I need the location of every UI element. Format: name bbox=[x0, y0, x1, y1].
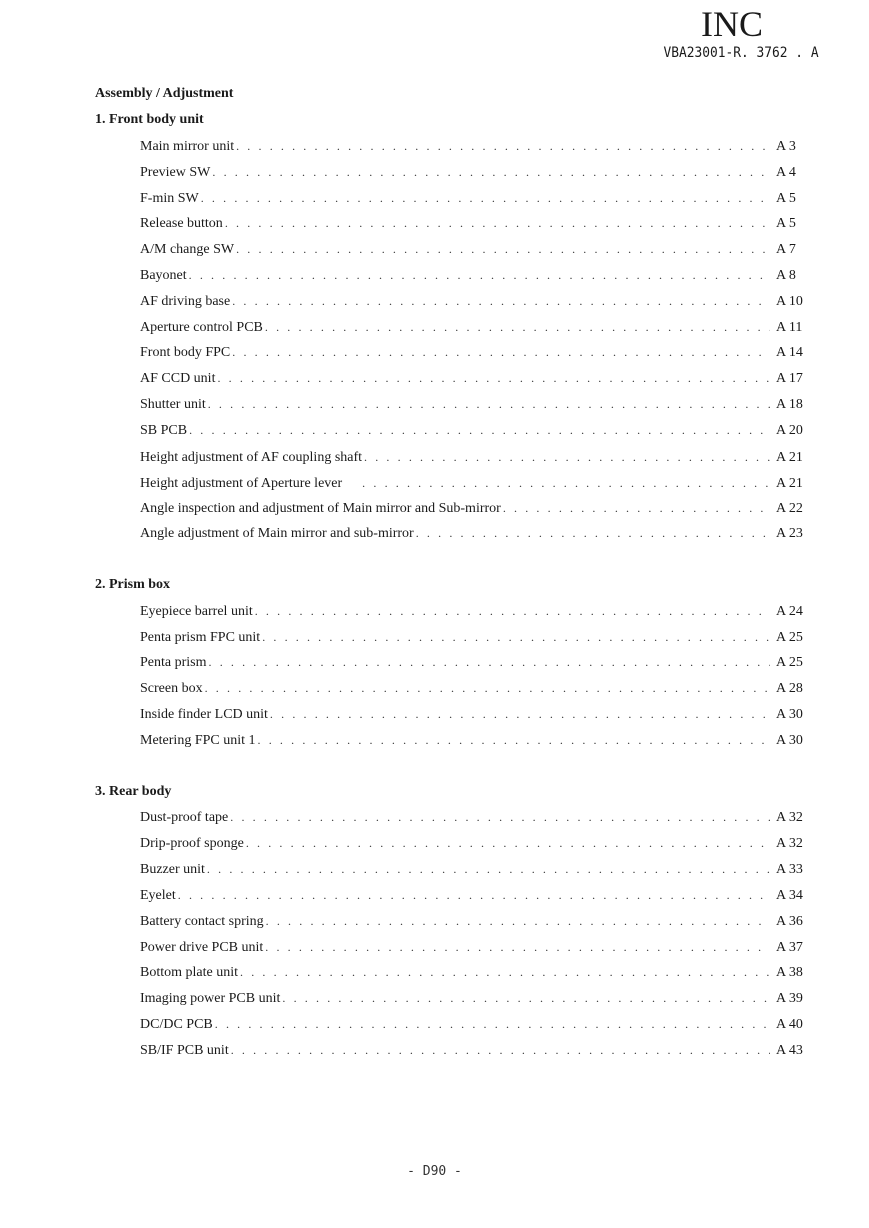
section-heading-prism-box: 2. Prism box bbox=[95, 577, 171, 592]
toc-entry-label: DC/DC PCB bbox=[140, 1017, 213, 1032]
toc-entry bbox=[140, 938, 808, 956]
toc-entry bbox=[140, 163, 808, 181]
dot-leader bbox=[266, 912, 770, 930]
toc-entry-page: A 5 bbox=[776, 216, 796, 231]
toc-entry-label: SB PCB bbox=[140, 423, 188, 438]
toc-entry bbox=[140, 448, 808, 466]
dot-leader bbox=[416, 524, 770, 542]
toc-entry-label: Buzzer unit bbox=[140, 862, 205, 877]
dot-leader bbox=[255, 602, 770, 620]
toc-entry-label: Dust-proof tape bbox=[140, 810, 229, 825]
toc-entry-page: A 18 bbox=[776, 397, 803, 412]
toc-entry-label: Power drive PCB unit bbox=[140, 940, 264, 955]
toc-entry bbox=[140, 912, 808, 930]
dot-leader bbox=[215, 1015, 770, 1033]
toc-entry-label: Preview SW bbox=[140, 165, 211, 180]
toc-entry-label: Height adjustment of Aperture lever bbox=[140, 476, 343, 491]
toc-entry-label: Metering FPC unit 1 bbox=[140, 733, 256, 748]
toc-entry bbox=[140, 705, 808, 723]
dot-leader bbox=[201, 189, 770, 207]
dot-leader bbox=[282, 989, 770, 1007]
toc-entry-label: Bayonet bbox=[140, 268, 187, 283]
toc-entry-label: Battery contact spring bbox=[140, 914, 264, 929]
toc-entry-page: A 7 bbox=[776, 242, 796, 257]
toc-entry-label: Screen box bbox=[140, 681, 203, 696]
toc-entry bbox=[140, 989, 808, 1007]
toc-entry-page: A 39 bbox=[776, 991, 803, 1006]
dot-leader bbox=[232, 292, 770, 310]
dot-leader bbox=[240, 963, 770, 981]
dot-leader bbox=[270, 705, 770, 723]
toc-entry bbox=[140, 189, 808, 207]
toc-entry-page: A 3 bbox=[776, 139, 796, 154]
toc-entry-page: A 30 bbox=[776, 707, 803, 722]
toc-entry-page: A 23 bbox=[776, 526, 803, 541]
dot-leader bbox=[262, 628, 770, 646]
toc-entry-page: A 10 bbox=[776, 294, 803, 309]
toc-entry-page: A 28 bbox=[776, 681, 803, 696]
toc-entry-page: A 36 bbox=[776, 914, 803, 929]
toc-entry bbox=[140, 886, 808, 904]
toc-entry-label: Inside finder LCD unit bbox=[140, 707, 268, 722]
page-footer: - D90 - bbox=[407, 1164, 462, 1179]
toc-entry bbox=[140, 343, 808, 361]
toc-entry-page: A 22 bbox=[776, 501, 803, 516]
dot-leader bbox=[189, 421, 770, 439]
dot-leader bbox=[189, 266, 770, 284]
dot-leader bbox=[208, 395, 770, 413]
toc-entry-page: A 32 bbox=[776, 836, 803, 851]
toc-entry bbox=[140, 474, 808, 492]
dot-leader bbox=[236, 240, 770, 258]
toc-entry bbox=[140, 628, 808, 646]
toc-entry-label: SB/IF PCB unit bbox=[140, 1043, 229, 1058]
toc-entry-page: A 40 bbox=[776, 1017, 803, 1032]
toc-entry bbox=[140, 292, 808, 310]
toc-entry bbox=[140, 369, 808, 387]
toc-entry-page: A 43 bbox=[776, 1043, 803, 1058]
toc-entry-page: A 34 bbox=[776, 888, 803, 903]
dot-leader bbox=[246, 834, 770, 852]
dot-leader bbox=[364, 448, 770, 466]
toc-entry-label: Drip-proof sponge bbox=[140, 836, 244, 851]
toc-entry bbox=[140, 499, 808, 517]
toc-entry-page: A 37 bbox=[776, 940, 803, 955]
dot-leader bbox=[207, 860, 770, 878]
toc-entry bbox=[140, 834, 808, 852]
toc-entry-page: A 30 bbox=[776, 733, 803, 748]
toc-entry bbox=[140, 421, 808, 439]
dot-leader bbox=[209, 653, 771, 671]
dot-leader bbox=[178, 886, 770, 904]
dot-leader bbox=[236, 137, 770, 155]
toc-entry-page: A 14 bbox=[776, 345, 803, 360]
toc-entry-page: A 24 bbox=[776, 604, 803, 619]
section-heading-front-body-unit: 1. Front body unit bbox=[95, 112, 204, 127]
toc-entry bbox=[140, 395, 808, 413]
dot-leader bbox=[230, 808, 770, 826]
toc-entry-label: Height adjustment of AF coupling shaft bbox=[140, 450, 363, 465]
toc-entry bbox=[140, 731, 808, 749]
toc-entry-label: Bottom plate unit bbox=[140, 965, 238, 980]
toc-entry-page: A 38 bbox=[776, 965, 803, 980]
dot-leader bbox=[205, 679, 770, 697]
toc-entry bbox=[140, 214, 808, 232]
toc-entry-label: Penta prism bbox=[140, 655, 207, 670]
toc-entry bbox=[140, 963, 808, 981]
document-title: Assembly / Adjustment bbox=[95, 86, 234, 101]
toc-entry-label: Release button bbox=[140, 216, 223, 231]
dot-leader bbox=[217, 369, 770, 387]
dot-leader bbox=[265, 938, 770, 956]
toc-entry-page: A 20 bbox=[776, 423, 803, 438]
toc-entry-label: Imaging power PCB unit bbox=[140, 991, 281, 1006]
toc-entry bbox=[140, 524, 808, 542]
dot-leader bbox=[225, 214, 770, 232]
toc-entry bbox=[140, 266, 808, 284]
toc-entry bbox=[140, 1015, 808, 1033]
toc-entry-label: AF CCD unit bbox=[140, 371, 216, 386]
toc-entry-label: Angle adjustment of Main mirror and sub-mirror bbox=[140, 526, 414, 541]
toc-entry-page: A 17 bbox=[776, 371, 803, 386]
toc-entry-page: A 11 bbox=[776, 320, 803, 335]
dot-leader bbox=[231, 1041, 770, 1059]
section-heading-rear-body: 3. Rear body bbox=[95, 784, 172, 799]
toc-entry-page: A 32 bbox=[776, 810, 803, 825]
toc-entry bbox=[140, 653, 808, 671]
toc-entry bbox=[140, 1041, 808, 1059]
toc-entry-label: A/M change SW bbox=[140, 242, 235, 257]
toc-entry-label: Penta prism FPC unit bbox=[140, 630, 261, 645]
toc-entry-label: F-min SW bbox=[140, 191, 199, 206]
toc-entry-page: A 33 bbox=[776, 862, 803, 877]
toc-entry-label: Main mirror unit bbox=[140, 139, 235, 154]
toc-entry-label: AF driving base bbox=[140, 294, 231, 309]
toc-entry bbox=[140, 137, 808, 155]
toc-entry-label: Aperture control PCB bbox=[140, 320, 263, 335]
toc-entry bbox=[140, 240, 808, 258]
toc-entry bbox=[140, 679, 808, 697]
toc-entry-page: A 21 bbox=[776, 476, 803, 491]
toc-entry-label: Eyepiece barrel unit bbox=[140, 604, 253, 619]
dot-leader bbox=[258, 731, 770, 749]
toc-entry bbox=[140, 808, 808, 826]
toc-entry-label: Angle inspection and adjustment of Main mirror and Sub-mirror bbox=[140, 501, 501, 516]
toc-entry-label: Shutter unit bbox=[140, 397, 206, 412]
toc-entry-page: A 4 bbox=[776, 165, 796, 180]
toc-entry bbox=[140, 318, 808, 336]
dot-leader bbox=[503, 499, 770, 517]
toc-entry-page: A 21 bbox=[776, 450, 803, 465]
toc-entry-page: A 8 bbox=[776, 268, 796, 283]
dot-leader bbox=[232, 343, 770, 361]
toc-entry bbox=[140, 860, 808, 878]
dot-leader bbox=[265, 318, 770, 336]
dot-leader bbox=[362, 474, 770, 492]
company-header: INC bbox=[701, 4, 763, 44]
toc-entry-page: A 5 bbox=[776, 191, 796, 206]
toc-entry-page: A 25 bbox=[776, 630, 803, 645]
document-number: VBA23001-R. 3762 . A bbox=[663, 45, 819, 61]
toc-entry-label: Eyelet bbox=[140, 888, 176, 903]
toc-entry bbox=[140, 602, 808, 620]
toc-entry-page: A 25 bbox=[776, 655, 803, 670]
dot-leader bbox=[212, 163, 770, 181]
toc-entry-label: Front body FPC bbox=[140, 345, 231, 360]
